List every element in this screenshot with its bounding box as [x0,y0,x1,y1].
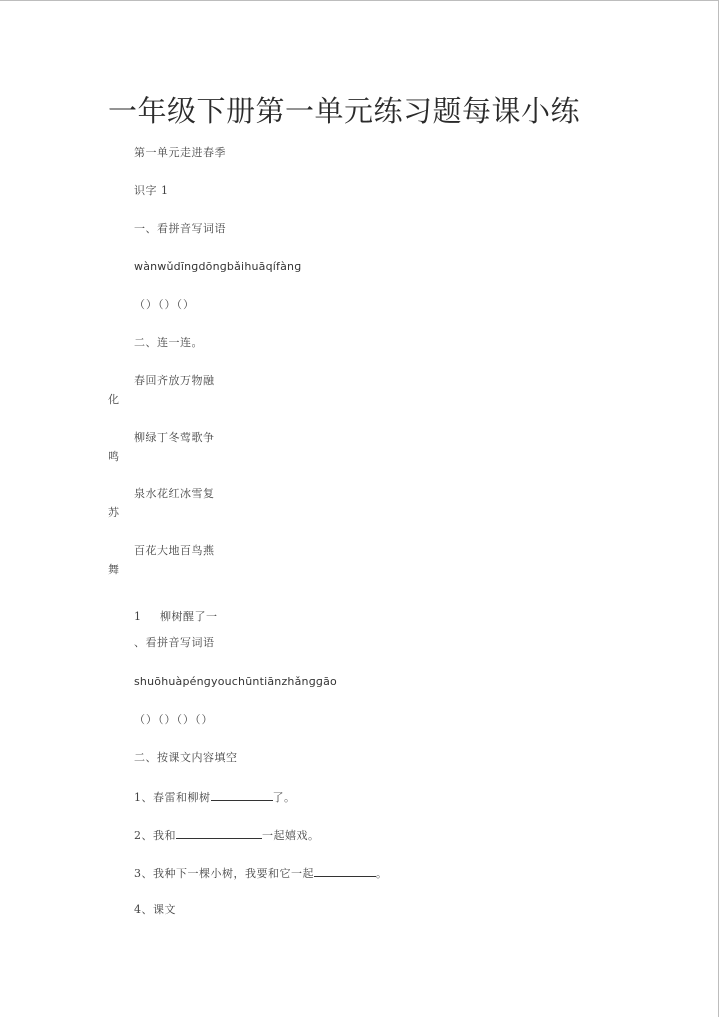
fill-item-3 [134,866,388,879]
fill-blank-2[interactable] [176,828,262,839]
match-row-4-wrap: 舞 [108,563,120,576]
fill-item-3-suffix: 。 [376,867,388,880]
lesson-2-number: 1 [134,610,142,623]
fill-item-1-suffix: 了。 [272,791,296,804]
match-row-3-wrap: 苏 [108,506,120,519]
lesson-1-name: 识字 1 [134,184,169,197]
lesson-1-pinyin: wànwǔdīnɡdōnɡbǎihuāqífànɡ [134,260,302,273]
lesson-2-question-2: 二、按课文内容填空 [134,751,238,764]
lesson-1-question-1: 一、看拼音写词语 [134,222,226,235]
fill-item-3-prefix: 3、我种下一棵小树，我要和它一起 [134,867,314,880]
lesson-2-pinyin: shuōhuàpénɡyouchūntiānzhǎnɡɡāo [134,675,337,688]
lesson-2-name: 柳树醒了一 [160,610,218,623]
match-row-1: 春回齐放万物融 [134,374,215,387]
fill-blank-1[interactable] [211,790,273,801]
unit-title: 第一单元走进春季 [134,146,226,159]
lesson-2-question-1: 、看拼音写词语 [134,636,215,649]
fill-item-2-prefix: 2、我和 [134,829,176,842]
fill-item-1-prefix: 1、春雷和柳树 [134,791,211,804]
page-title: 一年级下册第一单元练习题每课小练 [108,94,581,128]
lesson-1-question-2: 二、连一连。 [134,336,203,349]
fill-item-2 [134,828,320,841]
match-row-2: 柳绿丁冬莺歌争 [134,431,215,444]
fill-item-1 [134,790,296,803]
lesson-2-answer-blanks: （）（）（）（） [134,713,214,726]
match-row-3: 泉水花红冰雪复 [134,487,215,500]
match-row-2-wrap: 鸣 [108,450,120,463]
match-row-4: 百花大地百鸟燕 [134,544,215,557]
fill-blank-3[interactable] [314,866,376,877]
item-4: 4、课文 [134,903,176,916]
lesson-1-answer-blanks: （）（）（） [134,298,195,311]
match-row-1-wrap: 化 [108,393,120,406]
fill-item-2-suffix: 一起嬉戏。 [262,829,320,842]
